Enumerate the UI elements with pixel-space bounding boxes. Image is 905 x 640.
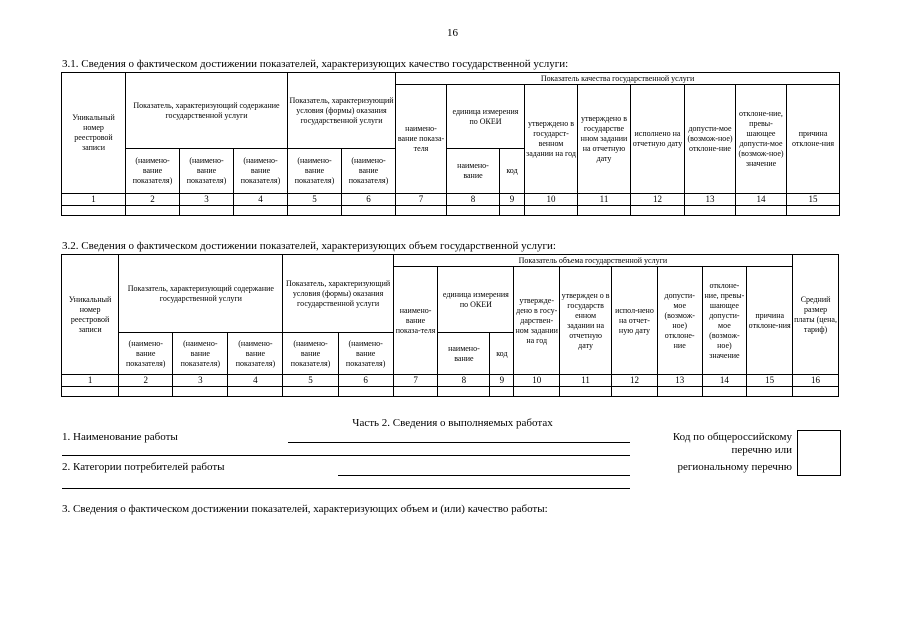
column-number: 7 — [393, 375, 438, 387]
work-name-label: 1. Наименование работы — [62, 431, 178, 443]
page-number: 16 — [447, 27, 458, 39]
header-approved-year: утвержде-дено в госу-дарствен-ном задании на год — [514, 267, 560, 375]
column-number: 16 — [793, 375, 839, 387]
column-number: 6 — [338, 375, 393, 387]
header-exceeding-deviation: отклоне-ние, превы-шающее допусти-мое (возмож-ное) значение — [702, 267, 747, 375]
header-sub-name: (наимено-вание показателя) — [228, 333, 283, 375]
code-input-box[interactable] — [797, 430, 841, 476]
column-number: 15 — [787, 194, 840, 206]
column-number: 10 — [525, 194, 578, 206]
header-unit-code: код — [500, 149, 525, 194]
header-registry: Уникальный номер реестровой записи — [62, 73, 126, 194]
header-average-price: Средний размер платы (цена, тариф) — [793, 255, 839, 375]
header-unit-name: наимено-вание — [447, 149, 500, 194]
header-approved-date: утвержден о в государств енном задании на отчетную дату — [560, 267, 612, 375]
header-approved-year: утверждено в государст-венном задании на год — [525, 85, 578, 194]
section-3-1-title: 3.1. Сведения о фактическом достижении показателей, характеризующих качество государственной услуги: — [62, 58, 569, 70]
header-sub-name: (наимено-вание показателя) — [173, 333, 228, 375]
header-deviation-reason: причина отклоне-ния — [787, 85, 840, 194]
header-sub-name: (наимено-вание показателя) — [126, 149, 180, 194]
header-sub-name: (наимено-вание показателя) — [119, 333, 173, 375]
header-indicator-name: наимено-вание показа-теля — [393, 267, 438, 375]
header-exceeding-deviation: отклоне-ние, превы-шающее допусти-мое (возмож-ное) значение — [736, 85, 787, 194]
code-label-line-2: перечню или — [731, 444, 792, 456]
header-sub-name: (наимено-вание показателя) — [338, 333, 393, 375]
header-executed: испол-нено на отчет-ную дату — [612, 267, 658, 375]
header-sub-name: (наимено-вание показателя) — [342, 149, 396, 194]
column-number: 4 — [228, 375, 283, 387]
column-number: 13 — [685, 194, 736, 206]
column-number: 12 — [612, 375, 658, 387]
header-unit: единица измерения по ОКЕИ — [438, 267, 514, 333]
section-3-title: 3. Сведения о фактическом достижении показателей, характеризующих объем и (или) качество работы: — [62, 503, 548, 515]
column-number: 2 — [126, 194, 180, 206]
column-number: 13 — [657, 375, 702, 387]
column-number: 3 — [180, 194, 234, 206]
column-number: 8 — [438, 375, 490, 387]
section-3-2-title: 3.2. Сведения о фактическом достижении показателей, характеризующих объем государственной услуги: — [62, 240, 556, 252]
volume-indicators-table — [61, 254, 839, 397]
column-number: 2 — [119, 375, 173, 387]
header-allowed-deviation: допусти-мое (возмож-ное) отклоне-ние — [685, 85, 736, 194]
header-sub-name: (наимено-вание показателя) — [288, 149, 342, 194]
regional-label: региональному перечню — [677, 461, 792, 473]
header-volume-indicator: Показатель объема государственной услуги — [393, 255, 792, 267]
categories-label: 2. Категории потребителей работы — [62, 461, 225, 473]
header-sub-name: (наимено-вание показателя) — [234, 149, 288, 194]
code-label-line-1: Код по общероссийскому — [672, 431, 792, 443]
column-number: 15 — [747, 375, 793, 387]
column-number: 12 — [631, 194, 685, 206]
column-number: 3 — [173, 375, 228, 387]
header-conditions-indicator: Показатель, характеризующий условия (формы) оказания государственной услуги — [283, 255, 393, 333]
header-sub-name: (наимено-вание показателя) — [283, 333, 338, 375]
header-content-indicator: Показатель, характеризующий содержание государственной услуги — [126, 73, 288, 149]
work-name-line-2[interactable] — [62, 455, 630, 456]
column-number: 8 — [447, 194, 500, 206]
column-number: 1 — [62, 194, 126, 206]
work-name-line[interactable] — [288, 442, 630, 443]
header-sub-name: (наимено-вание показателя) — [180, 149, 234, 194]
header-allowed-deviation: допусти-мое (возмож-ное) отклоне-ние — [657, 267, 702, 375]
categories-line[interactable] — [338, 475, 630, 476]
header-quality-indicator: Показатель качества государственной услуги — [396, 73, 840, 85]
column-number: 5 — [283, 375, 338, 387]
part2-title: Часть 2. Сведения о выполняемых работах — [352, 417, 553, 429]
header-indicator-name: наимено-вание показа-теля — [396, 85, 447, 194]
header-unit-code: код — [490, 333, 514, 375]
table-row — [62, 387, 839, 397]
column-number: 10 — [514, 375, 560, 387]
quality-indicators-table — [61, 72, 840, 216]
header-content-indicator: Показатель, характеризующий содержание государственной услуги — [119, 255, 283, 333]
column-number: 1 — [62, 375, 119, 387]
header-executed: исполнено на отчетную дату — [631, 85, 685, 194]
column-number: 11 — [578, 194, 631, 206]
header-approved-date: утверждено в государстве нном задании на отчетную дату — [578, 85, 631, 194]
column-number: 6 — [342, 194, 396, 206]
column-number: 7 — [396, 194, 447, 206]
categories-line-2[interactable] — [62, 488, 630, 489]
column-number: 5 — [288, 194, 342, 206]
column-number: 11 — [560, 375, 612, 387]
column-number: 14 — [702, 375, 747, 387]
header-registry: Уникальный номер реестровой записи — [62, 255, 119, 375]
column-number: 14 — [736, 194, 787, 206]
header-unit-name: наимено-вание — [438, 333, 490, 375]
table-row — [62, 206, 840, 216]
header-conditions-indicator: Показатель, характеризующий условия (формы) оказания государственной услуги — [288, 73, 396, 149]
code-label — [620, 431, 792, 457]
header-unit: единица измерения по ОКЕИ — [447, 85, 525, 149]
column-number: 9 — [500, 194, 525, 206]
header-deviation-reason: причина отклоне-ния — [747, 267, 793, 375]
column-number: 9 — [490, 375, 514, 387]
column-number: 4 — [234, 194, 288, 206]
